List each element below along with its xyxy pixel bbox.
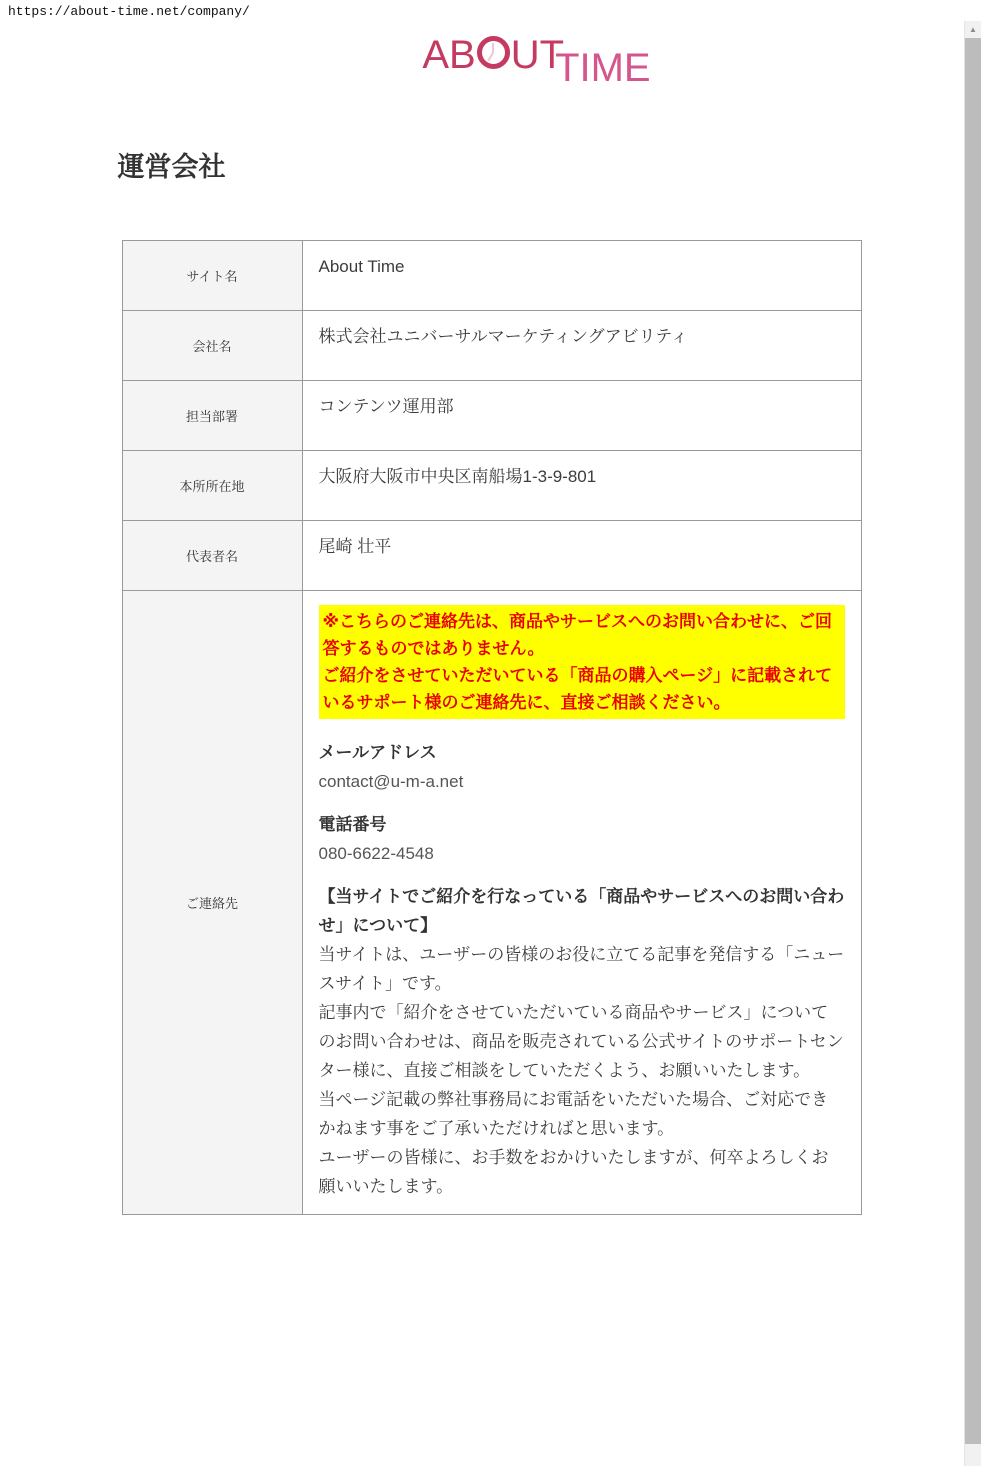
- phone-value: 080-6622-4548: [318, 844, 434, 863]
- table-row: [122, 451, 861, 521]
- row-value-address: 大阪府大阪市中央区南船場1-3-9-801: [302, 451, 861, 521]
- email-section: [319, 738, 845, 796]
- logo-about-text: AB UT: [422, 33, 565, 77]
- email-value: contact@u-m-a.net: [318, 772, 464, 791]
- scrollbar-thumb[interactable]: [965, 38, 981, 1444]
- row-label-representative: 代表者名: [122, 521, 302, 591]
- inquiry-paragraph: 当ページ記載の弊社事務局にお電話をいただいた場合、ご対応できかねます事をご了承いただければと思います。: [318, 1090, 829, 1138]
- row-label-department: 担当部署: [122, 381, 302, 451]
- inquiry-paragraph: 当サイトは、ユーザーの皆様のお役に立てる記事を発信する「ニュースサイト」です。: [318, 945, 845, 993]
- row-value-company-name: 株式会社ユニバーサルマーケティングアビリティ: [302, 311, 861, 381]
- site-logo: [122, 35, 862, 101]
- phone-section: [319, 810, 845, 868]
- table-row: [122, 381, 861, 451]
- inquiry-paragraph: ユーザーの皆様に、お手数をおかけいたしますが、何卒よろしくお願いいたします。: [318, 1148, 829, 1196]
- page-url: https://about-time.net/company/: [8, 4, 250, 19]
- inquiry-paragraph: 記事内で「紹介をさせていただいている商品やサービス」についてのお問い合わせは、商品を販売されている公式サイトのサポートセンター様に、直接ご相談をしていただくよう、お願いいたします。: [318, 1003, 844, 1080]
- row-value-site-name: About Time: [302, 241, 861, 311]
- row-label-address: 本所所在地: [122, 451, 302, 521]
- table-row: [122, 311, 861, 381]
- table-row: [122, 241, 861, 311]
- scrollbar[interactable]: [964, 21, 981, 1466]
- phone-label: 電話番号: [318, 815, 387, 834]
- table-row: [122, 521, 861, 591]
- row-value-representative: 尾崎 壮平: [302, 521, 861, 591]
- contact-warning-notice: [319, 605, 845, 719]
- row-label-contact: ご連絡先: [122, 591, 302, 1215]
- scroll-up-arrow-icon[interactable]: ▲: [965, 21, 981, 37]
- about-time-logo: [422, 35, 650, 101]
- row-value-contact: [302, 591, 861, 1215]
- row-label-site-name: サイト名: [122, 241, 302, 311]
- clock-icon: [477, 36, 510, 69]
- logo-time-text: TIME: [555, 46, 651, 90]
- email-label: メールアドレス: [318, 743, 437, 762]
- inquiry-notice-heading: 【当サイトでご紹介を行なっている「商品やサービスへのお問い合わせ」について】: [318, 887, 845, 935]
- table-row-contact: [122, 591, 861, 1215]
- page-content: [117, 0, 862, 1215]
- company-info-table: [122, 240, 862, 1215]
- row-label-company-name: 会社名: [122, 311, 302, 381]
- notice-line-2: ご紹介をさせていただいている「商品の購入ページ」に記載されているサポート様のご連絡先に、直接ご相談ください。: [322, 666, 833, 712]
- page-title: 運営会社: [117, 152, 226, 182]
- notice-line-1: ※こちらのご連絡先は、商品やサービスへのお問い合わせに、ご回答するものではありません。: [322, 612, 833, 658]
- row-value-department: コンテンツ運用部: [302, 381, 861, 451]
